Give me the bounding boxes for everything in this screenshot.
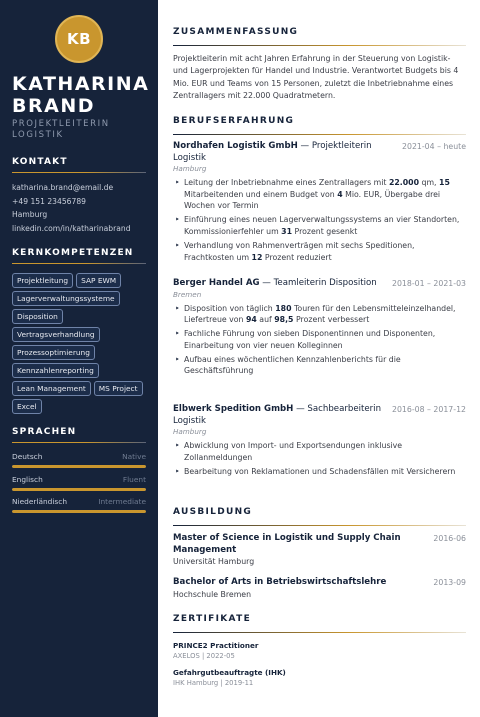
- bullet-text: Prozent gesenkt: [292, 226, 358, 236]
- bullet-text: qm,: [419, 178, 440, 187]
- job-entry: [173, 404, 466, 480]
- language-item: [12, 497, 146, 513]
- bullet-text: Bearbeitung von Reklamationen und Schadensfällen mit Versicherern: [184, 466, 456, 476]
- bullet-figure: 22.000: [388, 178, 420, 187]
- degree-date: 2013-09: [433, 578, 466, 587]
- language-bar-fill: [12, 488, 146, 491]
- bullet-figure: 4: [337, 189, 343, 199]
- job-header: [173, 404, 466, 427]
- experience-divider: [173, 134, 466, 135]
- skill-chip: MS Project: [94, 381, 143, 396]
- job-header: [173, 141, 466, 164]
- bullet-text: auf: [256, 315, 275, 325]
- certificates-divider: [173, 632, 466, 633]
- bullet-text: Abwicklung von Import- und Exportsendungen inklusive Zollanmeldungen: [184, 441, 403, 462]
- role-line-1: PROJEKTLEITERIN: [12, 119, 110, 129]
- job-bullet: [173, 466, 466, 478]
- degree-name: Bachelor of Arts in Betriebswirtschaftslehre: [173, 577, 387, 587]
- contact-phone[interactable]: +49 151 23456789: [12, 196, 86, 206]
- avatar-initials: KB: [55, 15, 103, 63]
- skill-chip: Excel: [12, 399, 42, 414]
- certificates-heading: ZERTIFIKATE: [173, 614, 252, 624]
- job-company: Elbwerk Spedition GmbH: [173, 404, 294, 414]
- job-bullet: [173, 440, 466, 463]
- degree-title: [173, 577, 466, 589]
- job-entry: [173, 141, 466, 266]
- contact-email[interactable]: katharina.brand@email.de: [12, 183, 114, 192]
- bullet-text: Prozent reduziert: [262, 252, 332, 262]
- degree-name: Master of Science in Logistik und Supply Chain Management: [173, 533, 401, 555]
- job-dates: 2021-04 – heute: [402, 142, 466, 151]
- skill-chip: Disposition: [12, 309, 63, 324]
- certificate-title: PRINCE2 Practitioner: [173, 641, 259, 650]
- bullet-figure: 31: [281, 226, 293, 236]
- bullet-text: Leitung der Inbetriebnahme eines Zentrallagers mit: [184, 178, 389, 187]
- language-bar: [12, 488, 146, 491]
- education-divider: [173, 525, 466, 526]
- sidebar: [0, 0, 158, 717]
- contact-linkedin[interactable]: linkedin.com/in/katharinabrand: [12, 223, 131, 233]
- job-bullet: [173, 303, 466, 326]
- skill-chip: SAP EWM: [76, 273, 121, 288]
- skill-chip: Projektleitung: [12, 273, 73, 288]
- language-bar-fill: [12, 510, 146, 513]
- education-entry: [173, 533, 466, 568]
- job-bullet: [173, 240, 466, 263]
- language-bar: [12, 465, 146, 468]
- language-level: Intermediate: [98, 497, 146, 506]
- language-level: Native: [122, 452, 146, 461]
- contact-list: [12, 181, 131, 235]
- bullet-text: Mio. EUR, Übergabe drei Wochen vor Termin: [184, 189, 441, 211]
- summary-text: Projektleiterin mit acht Jahren Erfahrung in der Steuerung von Logistik- und Lagerprojekten für Handel und Industrie. Verantwortet Budgets bis 4 Mio. EUR und Teams von 15 Personen, zuletzt die Inbetriebnahme eines Zentrallagers mit 22.000 Quadratmetern.: [173, 54, 459, 100]
- education-entry: [173, 577, 466, 601]
- contact-divider: [12, 172, 146, 173]
- contact-city: Hamburg: [12, 210, 48, 219]
- skill-chip: Vertragsverhandlung: [12, 327, 100, 342]
- skills-divider: [12, 263, 146, 264]
- languages-divider: [12, 442, 146, 443]
- job-location: Hamburg: [173, 164, 207, 173]
- school-name: Universität Hamburg: [173, 557, 255, 566]
- certificate-meta: IHK Hamburg | 2019-11: [173, 679, 254, 687]
- job-company: Nordhafen Logistik GmbH: [173, 141, 298, 151]
- job-bullets: [173, 303, 466, 378]
- job-title: — Projektleiterin Logistik: [173, 141, 372, 163]
- bullet-figure: 94: [245, 315, 257, 325]
- bullet-text: Fachliche Führung von sieben Disponentinnen und Disponenten, Einarbeitung von vier neuen Kolleginnen: [184, 329, 436, 350]
- name-last: BRAND: [12, 95, 95, 117]
- language-name: Englisch: [12, 475, 43, 484]
- school-name: Hochschule Bremen: [173, 589, 252, 599]
- summary-divider: [173, 45, 466, 46]
- bullet-figure: 12: [251, 252, 263, 262]
- job-header: [173, 278, 466, 290]
- role-line-2: LOGISTIK: [12, 130, 64, 140]
- bullet-figure: 180: [275, 303, 292, 313]
- language-name: Niederländisch: [12, 497, 68, 506]
- contact-heading: KONTAKT: [12, 157, 68, 167]
- skill-chip: Lean Management: [12, 381, 91, 396]
- job-bullet: [173, 328, 466, 351]
- bullet-figure: 15: [439, 178, 450, 187]
- certificate-meta: AXELOS | 2022-05: [173, 652, 235, 660]
- degree-title: [173, 533, 466, 556]
- job-location: Hamburg: [173, 427, 207, 436]
- language-item: [12, 452, 146, 468]
- job-entry: [173, 278, 466, 380]
- skill-chip: Lagerverwaltungssysteme: [12, 291, 120, 306]
- job-dates: 2016-08 – 2017-12: [391, 405, 466, 414]
- skill-chip: Prozessoptimierung: [12, 345, 95, 360]
- candidate-role: [12, 119, 110, 141]
- certificate-entry: [173, 668, 466, 688]
- candidate-name: [12, 73, 149, 117]
- experience-heading: BERUFSERFAHRUNG: [173, 116, 295, 126]
- job-bullets: [173, 177, 466, 263]
- job-bullet: [173, 177, 466, 212]
- bullet-text: Touren für den Lebensmitteleinzelhandel, Liefertreue von: [184, 303, 456, 325]
- languages-heading: SPRACHEN: [12, 427, 77, 437]
- job-bullet: [173, 354, 466, 377]
- job-dates: 2018-01 – 2021-03: [391, 279, 466, 288]
- skills-list: [12, 273, 152, 414]
- bullet-text: Disposition von täglich: [184, 303, 276, 313]
- language-bar-fill: [12, 465, 146, 468]
- language-bar: [12, 510, 146, 513]
- job-location: Bremen: [173, 289, 202, 299]
- bullet-text: Aufbau eines wöchentlichen Kennzahlenberichts für die Geschäftsführung: [184, 354, 401, 376]
- language-level: Fluent: [122, 475, 146, 484]
- job-company: Berger Handel AG: [173, 278, 260, 288]
- skill-chip: Kennzahlenreporting: [12, 363, 99, 378]
- degree-date: 2016-06: [433, 534, 466, 543]
- bullet-figure: 98,5: [274, 315, 294, 325]
- bullet-text: Einführung eines neuen Lagerverwaltungssystems an vier Standorten, Kommissionierfehler um: [184, 215, 460, 236]
- job-title: — Teamleiterin Disposition: [259, 278, 377, 288]
- bullet-text: Mitarbeitenden und einem Budget von: [184, 189, 338, 199]
- name-first: KATHARINA: [12, 73, 150, 95]
- language-item: [12, 475, 146, 491]
- bullet-text: Verhandlung von Rahmenverträgen mit sechs Speditionen, Frachtkosten um: [184, 240, 415, 262]
- certificate-title: Gefahrgutbeauftragte (IHK): [173, 668, 286, 677]
- skills-heading: KERNKOMPETENZEN: [12, 248, 134, 258]
- education-heading: AUSBILDUNG: [173, 507, 253, 517]
- bullet-text: Prozent verbessert: [293, 315, 370, 325]
- summary-heading: ZUSAMMENFASSUNG: [173, 27, 299, 37]
- job-title: — Sachbearbeiterin Logistik: [173, 404, 382, 426]
- certificate-entry: [173, 641, 466, 661]
- job-bullets: [173, 440, 466, 477]
- job-bullet: [173, 214, 466, 237]
- language-name: Deutsch: [12, 452, 43, 461]
